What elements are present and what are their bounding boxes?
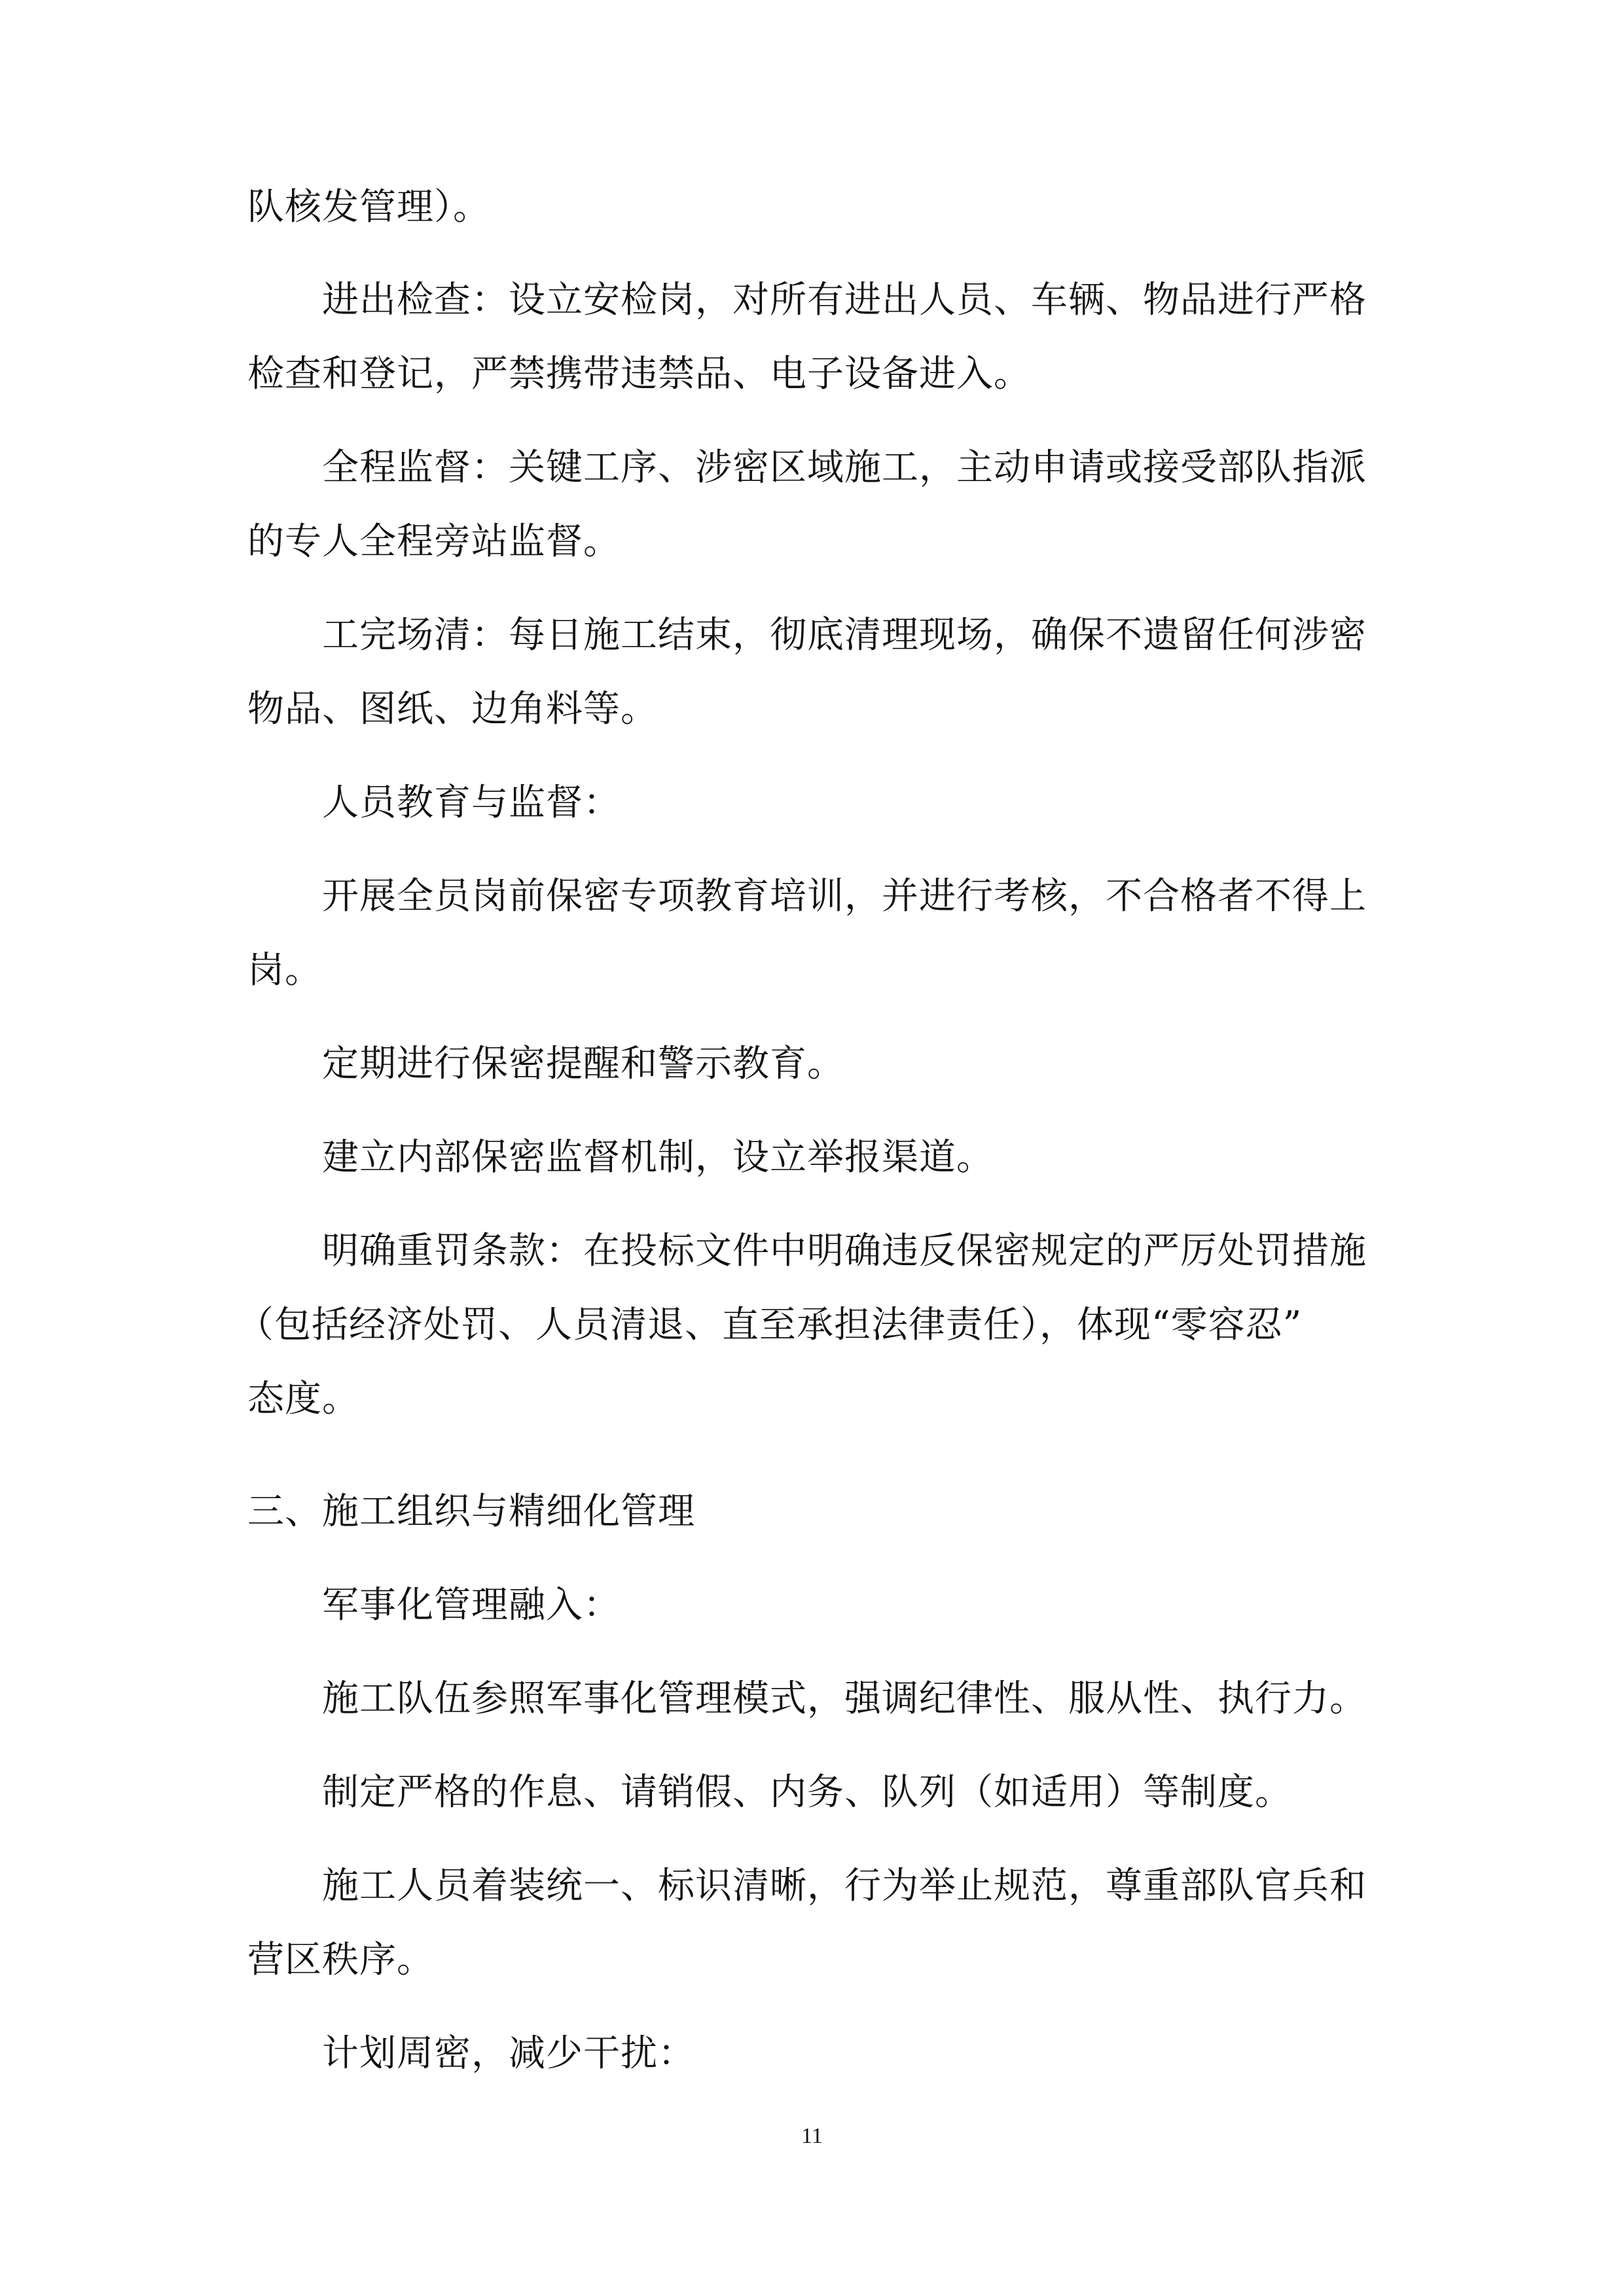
subheading-personnel-education: 人员教育与监督： [322, 781, 621, 824]
text-line: 岗。 [247, 949, 322, 992]
subheading-careful-planning: 计划周密，减少干扰： [322, 2032, 695, 2075]
text-line: （包括经济处罚、人员清退、直至承担法律责任），体现“零容忍” [237, 1304, 1303, 1346]
subheading-military-management: 军事化管理融入： [322, 1584, 621, 1626]
paragraph-rules: 制定严格的作息、请销假、内务、队列（如适用）等制度。 [322, 1771, 1292, 1814]
text-line: 的专人全程旁站监督。 [247, 520, 621, 563]
text-line: 检查和登记，严禁携带违禁品、电子设备进入。 [247, 353, 1031, 395]
paragraph-military-mode: 施工队伍参照军事化管理模式，强调纪律性、服从性、执行力。 [322, 1677, 1367, 1720]
paragraph-entry-exit-check: 进出检查：设立安检岗，对所有进出人员、车辆、物品进行严格 [322, 279, 1367, 321]
page-number: 11 [801, 2124, 823, 2148]
paragraph-internal-supervision: 建立内部保密监督机制，设立举报渠道。 [322, 1136, 994, 1179]
text-line: 营区秩序。 [247, 1939, 434, 1981]
paragraph-penalties: 明确重罚条款：在投标文件中明确违反保密规定的严厉处罚措施 [322, 1230, 1367, 1272]
paragraph-full-supervision: 全程监督：关键工序、涉密区域施工，主动申请或接受部队指派 [322, 446, 1367, 489]
paragraph-uniform: 施工人员着装统一、标识清晰，行为举止规范，尊重部队官兵和 [322, 1865, 1367, 1907]
paragraph-training: 开展全员岗前保密专项教育培训，并进行考核，不合格者不得上 [322, 875, 1367, 918]
text-line: 队核发管理）。 [247, 186, 490, 228]
text-line: 物品、图纸、边角料等。 [247, 688, 658, 730]
section-heading-construction-organization: 三、施工组织与精细化管理 [247, 1490, 695, 1533]
paragraph-reminders: 定期进行保密提醒和警示教育。 [322, 1043, 844, 1085]
text-line: 态度。 [247, 1378, 359, 1420]
paragraph-site-cleanup: 工完场清：每日施工结束，彻底清理现场，确保不遗留任何涉密 [322, 614, 1367, 656]
